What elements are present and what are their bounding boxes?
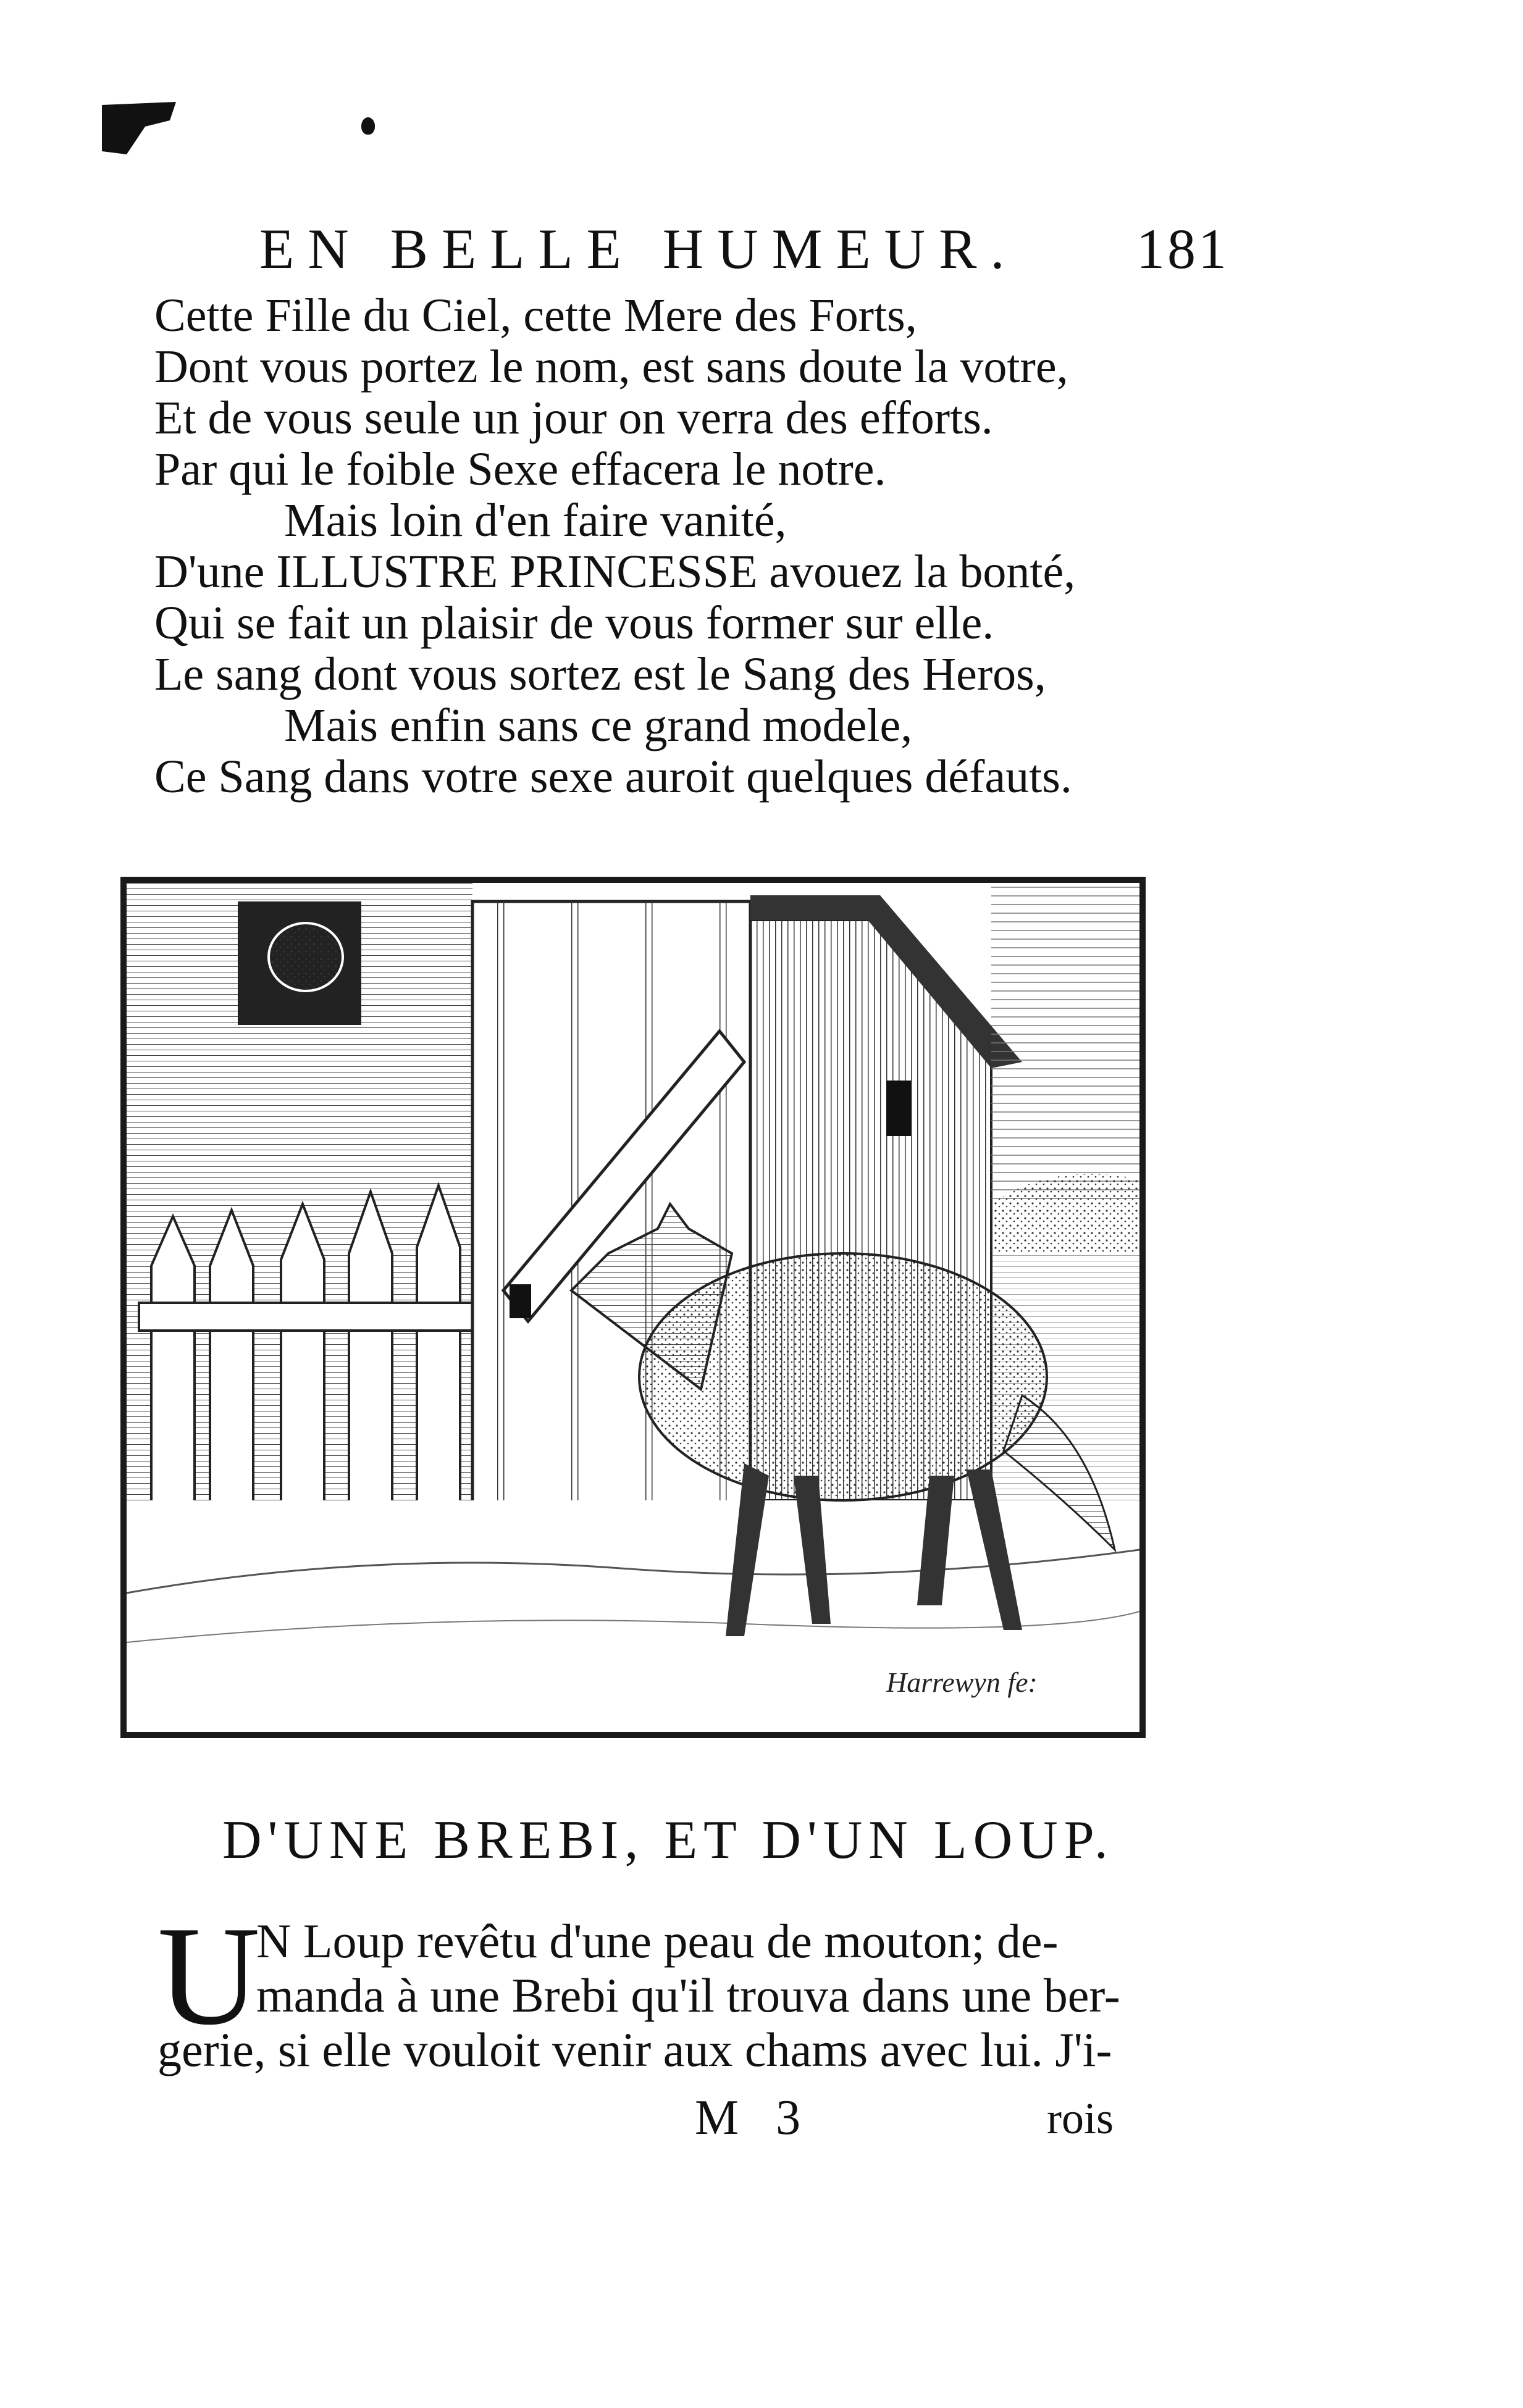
running-title: EN BELLE HUMEUR.: [259, 217, 1018, 280]
engraver-signature: Harrewyn fe:: [886, 1666, 1038, 1698]
poem-line: Ce Sang dans votre sexe auroit quelques défauts.: [154, 751, 1072, 803]
page-number: 181: [1136, 217, 1229, 280]
poem-line: D'une ILLUSTRE PRINCESSE avouez la bonté,: [154, 546, 1076, 598]
poem-line: Par qui le foible Sexe effacera le notre.: [154, 443, 886, 495]
drop-capital: U: [157, 1897, 261, 2054]
poem-line: Dont vous portez le nom, est sans doute la votre,: [154, 341, 1068, 393]
poem-line: Mais enfin sans ce grand modele,: [284, 700, 913, 751]
poem: [154, 290, 1204, 803]
signature-mark: M 3: [695, 2091, 813, 2145]
sheep-head: [269, 923, 343, 991]
fable-line: gerie, si elle vouloit venir aux chams avec lui. J'i-: [157, 2023, 1112, 2076]
printer-corner-mark: [102, 102, 176, 154]
fable-text: [157, 1897, 1146, 2077]
poem-line: Cette Fille du Ciel, cette Mere des Forts,: [154, 290, 917, 341]
poem-line: Mais loin d'en faire vanité,: [284, 495, 787, 546]
fable-line: N Loup revêtu d'une peau de mouton; de-: [256, 1914, 1059, 1968]
page-header: [259, 216, 1229, 284]
catchword: rois: [1047, 2094, 1114, 2143]
fable-line: manda à une Brebi qu'il trouva dans une ber-: [256, 1968, 1120, 2022]
ink-dot: [361, 117, 375, 135]
fable-title: D'UNE BREBI, ET D'UN LOUP.: [222, 1810, 1114, 1870]
sky: [991, 883, 1139, 1204]
engraving-plate: [120, 877, 1146, 1738]
engraving-illustration: [127, 883, 1139, 1732]
poem-line: Et de vous seule un jour on verra des efforts.: [154, 392, 993, 444]
poem-line: Qui se fait un plaisir de vous former sur elle.: [154, 597, 994, 649]
poem-line: Le sang dont vous sortez est le Sang des Heros,: [154, 648, 1046, 700]
